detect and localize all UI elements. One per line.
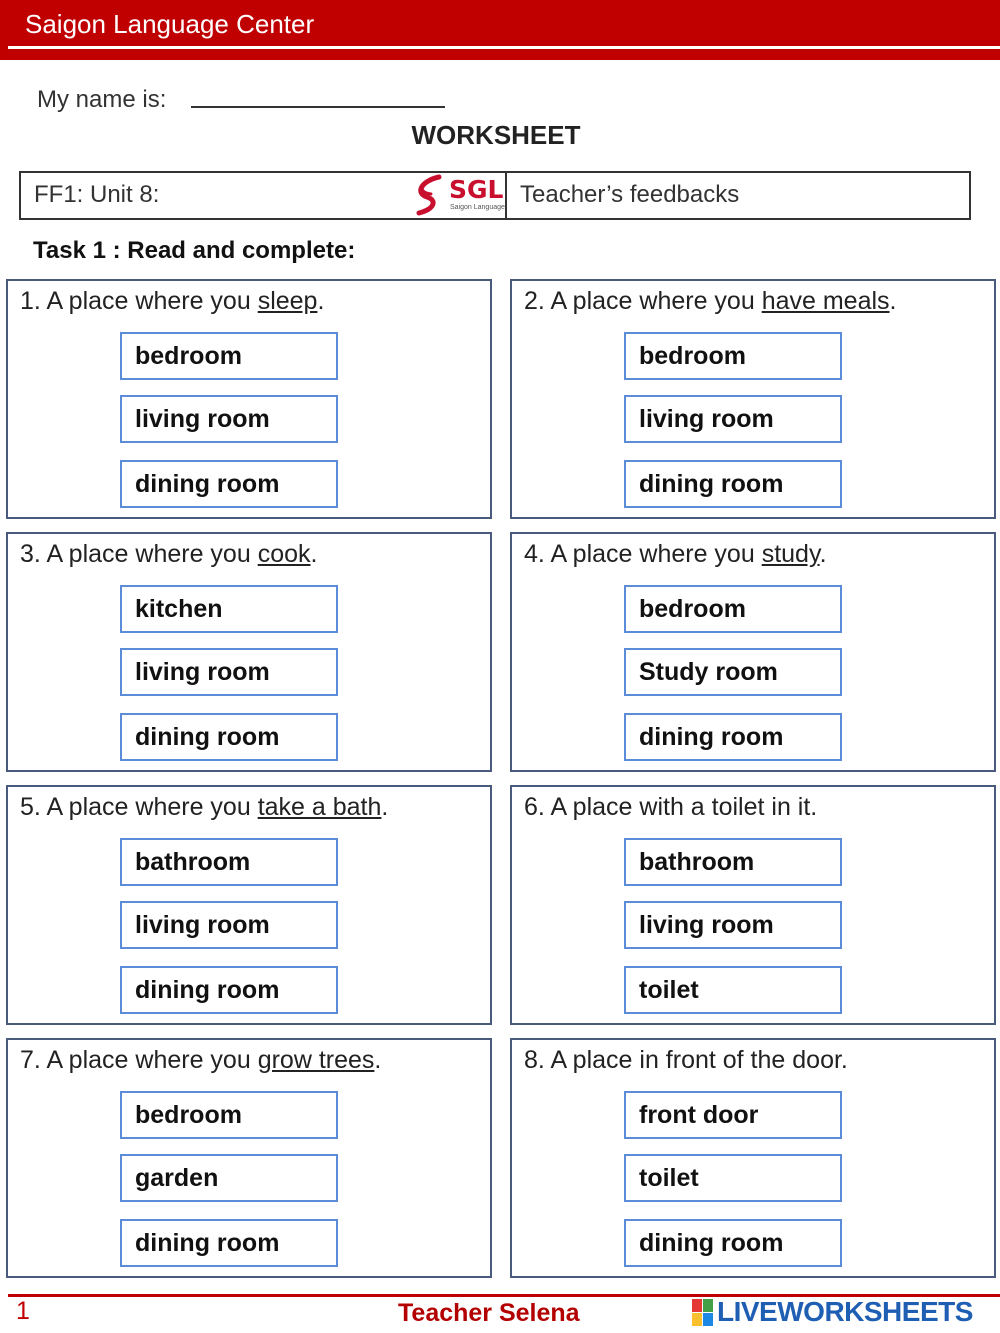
answer-option[interactable]: dining room [624, 1219, 842, 1267]
answer-option[interactable]: front door [624, 1091, 842, 1139]
liveworksheets-text: LIVEWORKSHEETS [717, 1296, 973, 1327]
answer-option[interactable]: bedroom [120, 332, 338, 380]
teacher-name: Teacher Selena [398, 1299, 580, 1327]
question-box-8 [510, 1038, 996, 1278]
task-title: Task 1 : Read and complete: [33, 237, 356, 264]
sgl-logo-text: SGL [449, 175, 504, 204]
question-text: 5. A place where you take a bath. [20, 793, 389, 821]
question-box-4 [510, 532, 996, 772]
answer-option[interactable]: bathroom [120, 838, 338, 886]
liveworksheets-logo[interactable] [692, 1296, 992, 1328]
answer-option[interactable]: living room [120, 648, 338, 696]
answer-option[interactable]: dining room [624, 713, 842, 761]
answer-option[interactable]: bedroom [120, 1091, 338, 1139]
answer-option[interactable]: toilet [624, 966, 842, 1014]
question-box-2 [510, 279, 996, 519]
answer-option[interactable]: toilet [624, 1154, 842, 1202]
answer-option[interactable]: living room [624, 901, 842, 949]
question-text: 6. A place with a toilet in it. [524, 793, 818, 821]
answer-option[interactable]: dining room [120, 713, 338, 761]
question-text: 8. A place in front of the door. [524, 1046, 848, 1074]
header-title: Saigon Language Center [25, 9, 315, 39]
question-text: 7. A place where you grow trees. [20, 1046, 382, 1074]
answer-option[interactable]: garden [120, 1154, 338, 1202]
header-divider [8, 46, 1000, 49]
sgl-logo [409, 173, 505, 219]
answer-option[interactable]: kitchen [120, 585, 338, 633]
info-box [19, 171, 971, 220]
page-number: 1 [16, 1297, 30, 1325]
question-text: 4. A place where you study. [524, 540, 827, 568]
answer-option[interactable]: living room [120, 901, 338, 949]
sgl-swoosh-icon [409, 173, 449, 217]
worksheet-title: WORKSHEET [411, 120, 581, 150]
answer-option[interactable]: living room [624, 395, 842, 443]
question-box-6 [510, 785, 996, 1025]
question-box-5 [6, 785, 492, 1025]
question-text: 1. A place where you sleep. [20, 287, 325, 315]
answer-option[interactable]: bedroom [624, 332, 842, 380]
answer-option[interactable]: bathroom [624, 838, 842, 886]
answer-option[interactable]: living room [120, 395, 338, 443]
question-box-7 [6, 1038, 492, 1278]
answer-option[interactable]: dining room [624, 460, 842, 508]
unit-label: FF1: Unit 8: [34, 181, 160, 208]
liveworksheets-blocks-icon [692, 1299, 714, 1327]
header-bar [0, 0, 1000, 60]
name-label: My name is: [37, 86, 167, 113]
question-box-1 [6, 279, 492, 519]
answer-option[interactable]: Study room [624, 648, 842, 696]
answer-option[interactable]: bedroom [624, 585, 842, 633]
answer-option[interactable]: dining room [120, 460, 338, 508]
question-box-3 [6, 532, 492, 772]
teacher-feedback-label: Teacher’s feedbacks [520, 181, 740, 208]
question-text: 3. A place where you cook. [20, 540, 318, 568]
question-text: 2. A place where you have meals. [524, 287, 897, 315]
info-divider [505, 173, 507, 218]
answer-option[interactable]: dining room [120, 966, 338, 1014]
sgl-logo-subtext: Saigon Language [450, 204, 505, 211]
answer-option[interactable]: dining room [120, 1219, 338, 1267]
name-blank-line[interactable] [191, 106, 445, 108]
